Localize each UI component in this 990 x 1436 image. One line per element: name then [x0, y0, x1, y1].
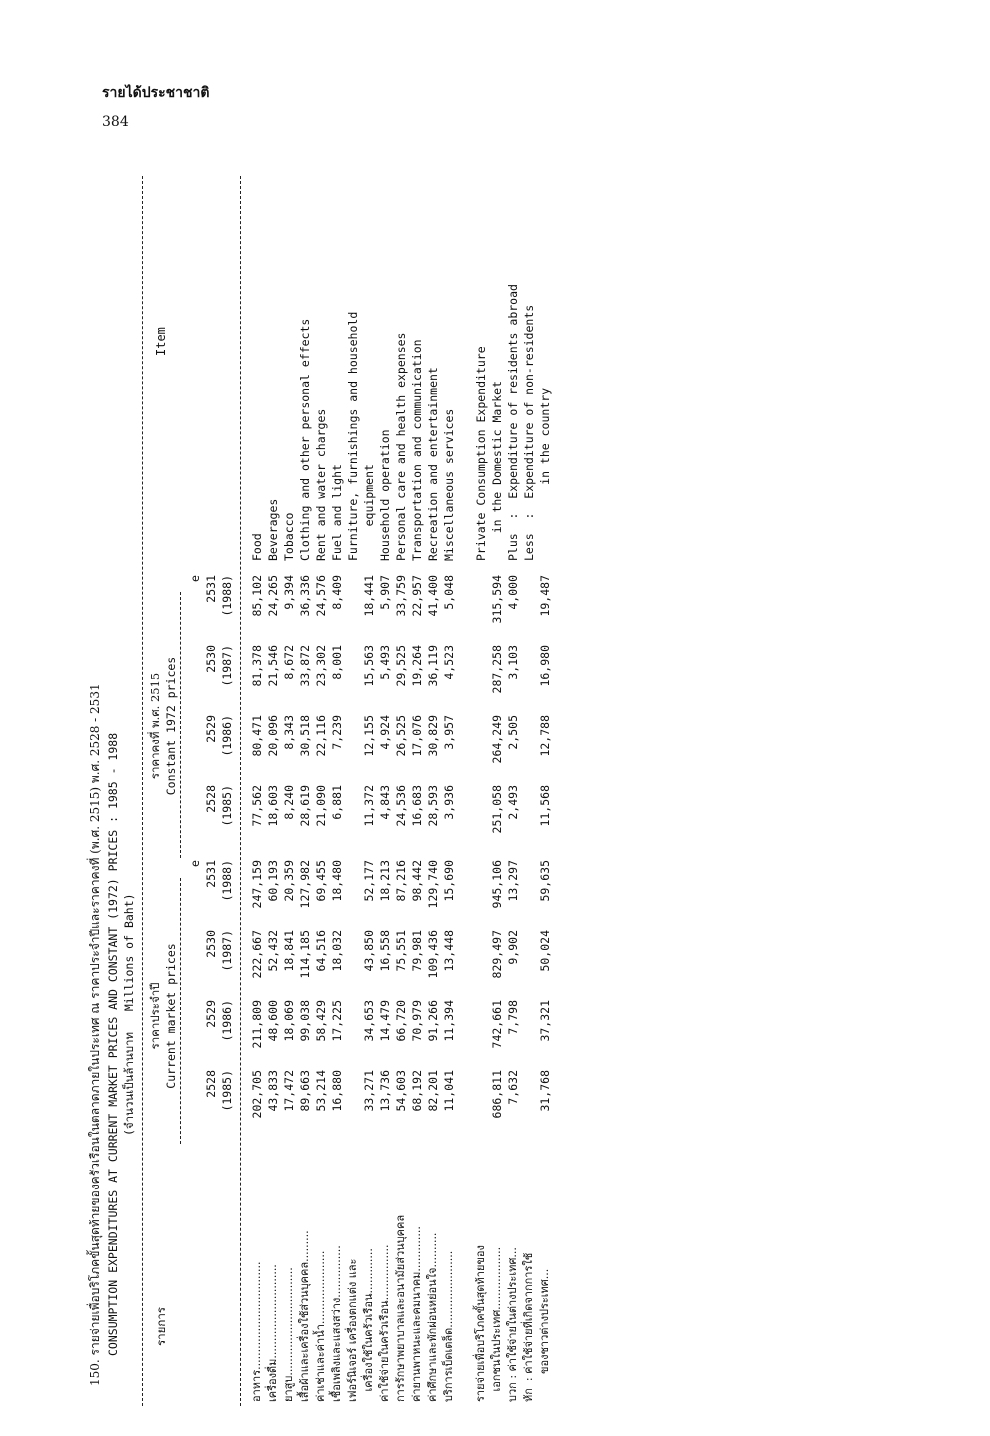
row-value: 4,924: [378, 715, 392, 750]
row-label-thai: บริการเบ็ดเตล็ด......................: [442, 1250, 455, 1402]
row-value: 81,378: [250, 645, 264, 687]
group-current-thai: ราคาประจำปี: [148, 982, 162, 1050]
row-label-en: Private Consumption Expenditure: [474, 346, 488, 561]
row-value: 12,155: [362, 715, 376, 757]
year-be: 2530: [204, 930, 218, 958]
row-value: 7,239: [330, 715, 344, 750]
row-value: 8,409: [330, 575, 344, 610]
page-number: 384: [102, 114, 129, 130]
row-value: 19,264: [410, 645, 424, 687]
row-value: 18,841: [282, 930, 296, 972]
row-value: 11,041: [442, 1070, 456, 1112]
rotated-table: [88, 176, 888, 1406]
row-value: 12,788: [538, 715, 552, 757]
row-value: 129,740: [426, 860, 440, 909]
row-value: 21,546: [266, 645, 280, 687]
row-value: 8,001: [330, 645, 344, 680]
col-item-en: Item: [154, 327, 168, 356]
row-label-thai: ค่าศึกษาและพักผ่อนหย่อนใจ..........: [426, 1232, 439, 1402]
row-value: 77,562: [250, 785, 264, 827]
row-label-en: Plus : Expenditure of residents abroad: [506, 284, 520, 561]
year-ce: (1986): [220, 715, 234, 757]
row-value: 18,480: [330, 860, 344, 902]
row-value: 315,594: [490, 575, 504, 624]
row-value: 68,192: [410, 1070, 424, 1112]
row-value: 19,487: [538, 575, 552, 617]
row-value: 742,661: [490, 1000, 504, 1049]
row-value: 30,518: [298, 715, 312, 757]
row-label-thai: ค่ายานพาหนะและคมนาคม.............: [410, 1226, 423, 1402]
row-value: 60,193: [266, 860, 280, 902]
row-value: 15,563: [362, 645, 376, 687]
row-value: 5,493: [378, 645, 392, 680]
row-value: 2,493: [506, 785, 520, 820]
row-value: 16,880: [330, 1070, 344, 1112]
row-value: 109,436: [426, 930, 440, 979]
year-mark: e: [188, 575, 202, 582]
row-label-en: equipment: [362, 464, 376, 561]
row-label-thai: เสื้อผ้าและเครื่องใช้ส่วนบุคคล.........: [298, 1230, 311, 1402]
year-ce: (1987): [220, 645, 234, 687]
row-value: 247,159: [250, 860, 264, 909]
row-value: 18,213: [378, 860, 392, 902]
row-value: 17,225: [330, 1000, 344, 1042]
row-value: 29,525: [394, 645, 408, 687]
row-value: 264,249: [490, 715, 504, 764]
row-value: 211,809: [250, 1000, 264, 1049]
row-value: 89,663: [298, 1070, 312, 1112]
row-value: 33,271: [362, 1070, 376, 1112]
row-value: 33,759: [394, 575, 408, 617]
row-value: 20,359: [282, 860, 296, 902]
table-title-thai: 150. รายจ่ายเพื่อบริโภคขั้นสุดท้ายของครัวเรือนในตลาดภายในประเทศ ณ ราคาประจำปีและราคาคงที่ (พ.ศ. 2515) พ.ศ. 2528 - 2531: [88, 683, 102, 1386]
row-value: 251,058: [490, 785, 504, 834]
row-value: 54,603: [394, 1070, 408, 1112]
row-label-en: in the Domestic Market: [490, 380, 504, 561]
row-value: 14,479: [378, 1000, 392, 1042]
row-value: 43,833: [266, 1070, 280, 1112]
row-value: 5,048: [442, 575, 456, 610]
year-be: 2528: [204, 1070, 218, 1098]
row-value: 31,768: [538, 1070, 552, 1112]
row-value: 22,957: [410, 575, 424, 617]
row-value: 16,980: [538, 645, 552, 687]
row-value: 18,069: [282, 1000, 296, 1042]
row-label-thai: ค่าเช่าและค่าน้ำ.....................: [314, 1250, 327, 1402]
row-value: 287,258: [490, 645, 504, 694]
row-value: 58,429: [314, 1000, 328, 1042]
row-value: 222,667: [250, 930, 264, 979]
row-value: 48,600: [266, 1000, 280, 1042]
row-value: 69,455: [314, 860, 328, 902]
row-value: 28,593: [426, 785, 440, 827]
row-value: 18,441: [362, 575, 376, 617]
row-value: 26,525: [394, 715, 408, 757]
row-value: 829,497: [490, 930, 504, 979]
row-value: 30,829: [426, 715, 440, 757]
row-value: 24,576: [314, 575, 328, 617]
group-current-en: Current market prices: [164, 943, 178, 1089]
row-value: 37,321: [538, 1000, 552, 1042]
row-label-thai: เครื่องใช้ในครัวเรือน.............: [362, 1248, 375, 1402]
row-value: 3,957: [442, 715, 456, 750]
table-title-en: CONSUMPTION EXPENDITURES AT CURRENT MARKET PRICES AND CONSTANT (1972) PRICES : 1985 - 1988: [106, 732, 120, 1356]
row-label-en: Clothing and other personal effects: [298, 318, 312, 561]
row-label-thai: เอกชนในประเทศ..................: [490, 1246, 503, 1402]
row-value: 59,635: [538, 860, 552, 902]
row-value: 18,603: [266, 785, 280, 827]
row-value: 28,619: [298, 785, 312, 827]
row-value: 6,881: [330, 785, 344, 820]
row-value: 8,672: [282, 645, 296, 680]
row-value: 2,505: [506, 715, 520, 750]
row-value: 36,336: [298, 575, 312, 617]
row-value: 23,302: [314, 645, 328, 687]
row-label-thai: หัก : ค่าใช้จ่ายที่เกิดจากการใช้: [522, 1252, 535, 1402]
row-value: 24,536: [394, 785, 408, 827]
row-value: 99,038: [298, 1000, 312, 1042]
year-be: 2531: [204, 860, 218, 888]
row-value: 66,720: [394, 1000, 408, 1042]
row-value: 18,032: [330, 930, 344, 972]
row-label-thai: บวก : ค่าใช้จ่ายในต่างประเทศ...: [506, 1247, 519, 1402]
row-value: 21,090: [314, 785, 328, 827]
row-value: 114,185: [298, 930, 312, 979]
row-value: 5,907: [378, 575, 392, 610]
row-value: 50,024: [538, 930, 552, 972]
row-value: 41,400: [426, 575, 440, 617]
row-value: 87,216: [394, 860, 408, 902]
row-value: 4,843: [378, 785, 392, 820]
row-value: 11,394: [442, 1000, 456, 1042]
group-rule-current: [180, 878, 181, 1144]
row-value: 8,240: [282, 785, 296, 820]
row-label-en: Furniture, furnishings and household: [346, 311, 360, 561]
year-mark: e: [188, 860, 202, 867]
row-value: 22,116: [314, 715, 328, 757]
row-label-en: Food: [250, 533, 264, 561]
row-label-thai: ค่าใช้จ่ายในครัวเรือน................: [378, 1244, 391, 1402]
row-value: 16,558: [378, 930, 392, 972]
year-ce: (1986): [220, 1000, 234, 1042]
row-value: 3,103: [506, 645, 520, 680]
row-value: 36,119: [426, 645, 440, 687]
row-value: 53,214: [314, 1070, 328, 1112]
year-ce: (1988): [220, 860, 234, 902]
year-be: 2528: [204, 785, 218, 813]
running-header: รายได้ประชาชาติ: [102, 85, 210, 101]
row-value: 16,683: [410, 785, 424, 827]
row-value: 20,096: [266, 715, 280, 757]
row-value: 70,979: [410, 1000, 424, 1042]
row-value: 33,872: [298, 645, 312, 687]
row-value: 127,982: [298, 860, 312, 909]
row-label-thai: ยาสูบ...............................: [282, 1267, 295, 1402]
row-value: 686,811: [490, 1070, 504, 1119]
row-value: 75,551: [394, 930, 408, 972]
row-value: 52,432: [266, 930, 280, 972]
row-value: 82,201: [426, 1070, 440, 1112]
row-value: 9,902: [506, 930, 520, 965]
row-value: 13,736: [378, 1070, 392, 1112]
year-be: 2530: [204, 645, 218, 673]
row-value: 17,076: [410, 715, 424, 757]
row-value: 52,177: [362, 860, 376, 902]
row-label-thai: การรักษาพยาบาลและอนามัยส่วนบุคคล: [394, 1214, 407, 1402]
row-value: 17,472: [282, 1070, 296, 1112]
row-value: 7,798: [506, 1000, 520, 1035]
row-label-thai: เฟอร์นิเจอร์ เครื่องตกแต่ง และ: [346, 1258, 359, 1402]
year-be: 2529: [204, 1000, 218, 1028]
row-label-en: Fuel and light: [330, 464, 344, 561]
row-value: 202,705: [250, 1070, 264, 1119]
row-value: 13,448: [442, 930, 456, 972]
row-label-en: Personal care and health expenses: [394, 332, 408, 561]
year-ce: (1988): [220, 575, 234, 617]
top-rule: [142, 176, 143, 1406]
row-value: 24,265: [266, 575, 280, 617]
row-value: 15,690: [442, 860, 456, 902]
year-ce: (1985): [220, 785, 234, 827]
row-value: 98,442: [410, 860, 424, 902]
row-label-thai: ของชาวต่างประเทศ...: [538, 1268, 551, 1402]
group-constant-en: Constant 1972 prices: [164, 656, 178, 796]
row-value: 80,471: [250, 715, 264, 757]
row-label-thai: เชื้อเพลิงและแสงสว่าง...............: [330, 1245, 343, 1402]
group-rule-constant: [180, 592, 181, 858]
row-label-en: in the country: [538, 387, 552, 561]
row-value: 11,568: [538, 785, 552, 827]
row-value: 91,266: [426, 1000, 440, 1042]
row-label-en: Recreation and entertainment: [426, 367, 440, 561]
row-value: 945,106: [490, 860, 504, 909]
row-value: 3,936: [442, 785, 456, 820]
row-label-en: Transportation and communication: [410, 339, 424, 561]
row-label-en: Household operation: [378, 429, 392, 561]
table-unit: (จำนวนเป็นล้านบาท Millions of Baht): [122, 893, 136, 1136]
year-be: 2529: [204, 715, 218, 743]
row-label-en: Beverages: [266, 498, 280, 561]
year-ce: (1985): [220, 1070, 234, 1112]
row-value: 4,000: [506, 575, 520, 610]
row-value: 8,343: [282, 715, 296, 750]
header-bottom-rule: [240, 176, 241, 1406]
row-label-thai: เครื่องดื่ม...........................: [266, 1264, 279, 1402]
row-label-thai: อาหาร...............................: [250, 1261, 263, 1402]
row-value: 64,516: [314, 930, 328, 972]
row-value: 7,632: [506, 1070, 520, 1105]
group-constant-thai: ราคาคงที่ พ.ศ. 2515: [148, 672, 162, 780]
row-value: 34,653: [362, 1000, 376, 1042]
row-value: 85,102: [250, 575, 264, 617]
col-item-thai: รายการ: [154, 1307, 168, 1346]
row-value: 13,297: [506, 860, 520, 902]
row-label-en: Rent and water charges: [314, 408, 328, 561]
row-label-en: Tobacco: [282, 512, 296, 561]
row-value: 43,850: [362, 930, 376, 972]
year-be: 2531: [204, 575, 218, 603]
row-label-en: Less : Expenditure of non-residents: [522, 304, 536, 561]
year-ce: (1987): [220, 930, 234, 972]
row-value: 79,981: [410, 930, 424, 972]
row-label-en: Miscellaneous services: [442, 408, 456, 561]
row-value: 9,394: [282, 575, 296, 610]
row-value: 4,523: [442, 645, 456, 680]
row-label-thai: รายจ่ายเพื่อบริโภคขั้นสุดท้ายของ: [474, 1245, 487, 1402]
row-value: 11,372: [362, 785, 376, 827]
